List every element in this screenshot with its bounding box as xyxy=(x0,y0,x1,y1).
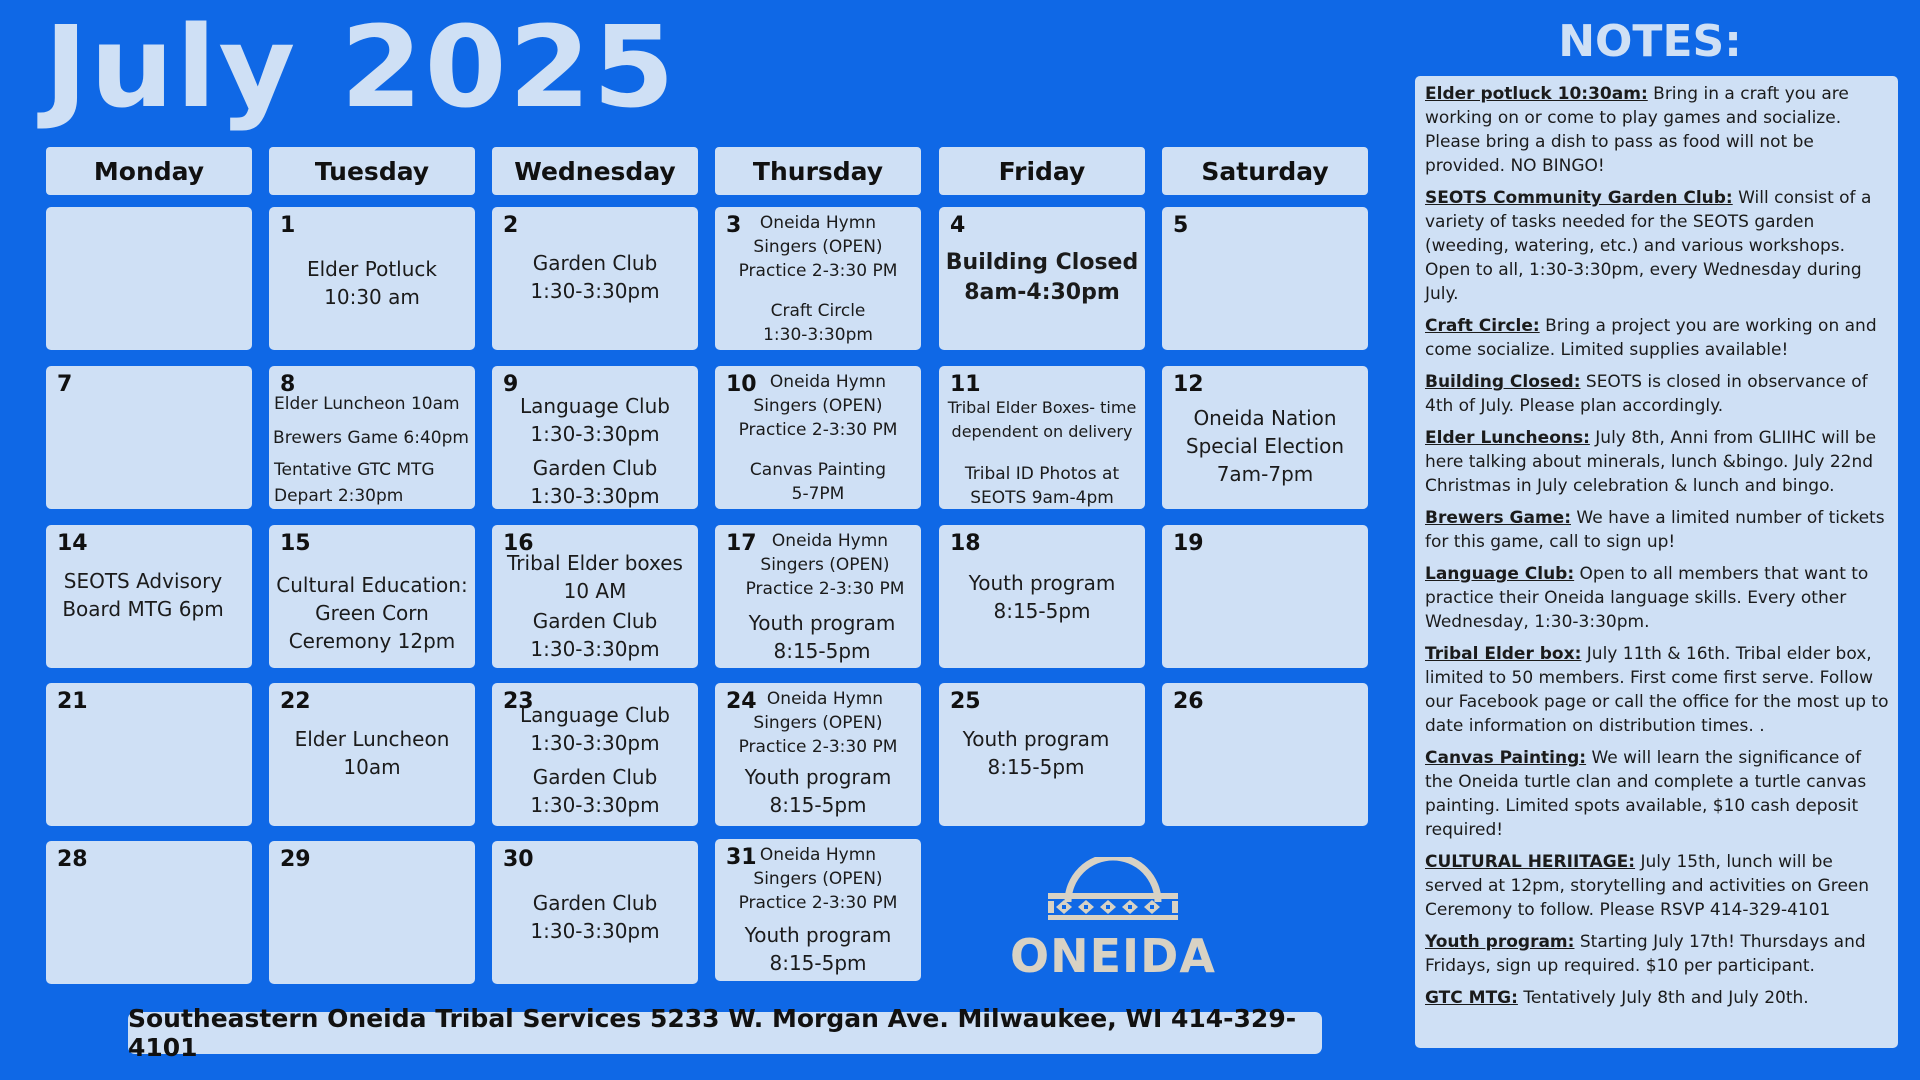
event-line: Elder Luncheon 10am xyxy=(274,394,460,414)
day-number: 5 xyxy=(1173,213,1189,238)
oneida-logo xyxy=(1008,857,1218,982)
logo-wordmark: ONEIDA xyxy=(1010,929,1216,983)
event-line: dependent on delivery xyxy=(951,422,1133,441)
event-line: Brewers Game 6:40pm xyxy=(273,428,469,448)
event-line: Language Club xyxy=(520,394,670,418)
note-label: GTC MTG: xyxy=(1425,988,1518,1008)
event-line: Practice 2-3:30 PM xyxy=(738,737,898,757)
note-label: SEOTS Community Garden Club: xyxy=(1425,188,1733,208)
day-cell-25[interactable] xyxy=(939,683,1145,826)
note-item xyxy=(1425,426,1890,498)
weekday-saturday: Saturday xyxy=(1162,147,1368,195)
day-number: 25 xyxy=(950,689,981,714)
event-line: Singers (OPEN) xyxy=(753,869,883,889)
day-cell-14[interactable] xyxy=(46,525,252,668)
day-number: 26 xyxy=(1173,689,1204,714)
day-cell-16[interactable] xyxy=(492,525,698,668)
weekday-header-row xyxy=(46,147,1368,195)
day-number: 16 xyxy=(503,531,534,556)
note-label: Canvas Painting: xyxy=(1425,748,1587,768)
footer-address-bar: Southeastern Oneida Tribal Services 5233 W. Morgan Ave. Milwaukee, WI 414-329-4101 xyxy=(128,1012,1322,1054)
note-text: Bring in a craft you are working on or come to play games and socialize. Please bring a dish to pass as food will not be provided. NO BINGO! xyxy=(1425,84,1849,176)
day-cell-2[interactable] xyxy=(492,207,698,350)
day-number: 28 xyxy=(57,847,88,872)
note-text: We will learn the significance of the Oneida turtle clan and complete a turtle canvas painting. Limited spots available, $10 cash deposit required! xyxy=(1425,748,1867,840)
event-line: Language Club xyxy=(520,703,670,727)
day-cell-22[interactable] xyxy=(269,683,475,826)
day-cell-18[interactable] xyxy=(939,525,1145,668)
event-line: Practice 2-3:30 PM xyxy=(745,579,905,599)
note-text: Bring a project you are working on and come socialize. Limited supplies available! xyxy=(1425,316,1877,360)
event-line: Garden Club xyxy=(532,891,658,915)
event-line: Board MTG 6pm xyxy=(62,597,224,621)
day-cell-21[interactable] xyxy=(46,683,252,826)
event-line: Youth program xyxy=(748,611,896,635)
note-text: SEOTS is closed in observance of 4th of July. Please plan accordingly. xyxy=(1425,372,1868,416)
day-cell-4[interactable] xyxy=(939,207,1145,350)
note-text: July 15th, lunch will be served at 12pm, storytelling and activities on Green Ceremony to follow. Please RSVP 414-329-4101 xyxy=(1425,852,1870,920)
day-number: 30 xyxy=(503,847,534,872)
note-text: July 11th & 16th. Tribal elder box, limited to 50 members. First come first serve. Follow our Facebook page or call the office for the most up to date information on distribution times. . xyxy=(1425,644,1889,736)
event-line: 8:15-5pm xyxy=(769,951,867,975)
day-number: 29 xyxy=(280,847,311,872)
note-item xyxy=(1425,986,1890,1010)
note-item xyxy=(1425,370,1890,418)
note-text: Tentatively July 8th and July 20th. xyxy=(1517,988,1809,1008)
day-cell-3[interactable] xyxy=(715,207,921,350)
event-line: Tentative GTC MTG xyxy=(274,460,435,480)
note-label: Tribal Elder box: xyxy=(1425,644,1582,664)
event-line: Ceremony 12pm xyxy=(288,629,456,653)
event-line: 10 AM xyxy=(563,579,627,603)
event-line: 1:30-3:30pm xyxy=(530,731,660,755)
weekday-friday: Friday xyxy=(939,147,1145,195)
day-number: 19 xyxy=(1173,531,1204,556)
event-line: 10am xyxy=(343,755,401,779)
event-line: SEOTS 9am-4pm xyxy=(970,488,1114,508)
note-label: Elder Luncheons: xyxy=(1425,428,1590,448)
event-line: Building Closed xyxy=(945,250,1139,275)
event-line: Oneida Hymn xyxy=(759,213,877,233)
event-line: 1:30-3:30pm xyxy=(530,637,660,661)
event-line: Practice 2-3:30 PM xyxy=(738,261,898,281)
note-text: Open to all members that want to practice their Oneida language skills. Every other Wednesday, 1:30-3:30pm. xyxy=(1425,564,1869,632)
event-line: Cultural Education: xyxy=(276,573,468,597)
event-line: Oneida Hymn xyxy=(759,845,877,865)
day-number: 12 xyxy=(1173,372,1204,397)
day-cell-5[interactable] xyxy=(1162,207,1368,350)
note-text: Will consist of a variety of tasks needed for the SEOTS garden (weeding, watering, etc.) and various workshops. Open to all, 1:30-3:30pm, every Wednesday during July. xyxy=(1425,188,1872,304)
day-number: 2 xyxy=(503,213,519,238)
event-line: Oneida Hymn xyxy=(769,372,887,392)
day-cell-15[interactable] xyxy=(269,525,475,668)
event-line: Singers (OPEN) xyxy=(760,555,890,575)
event-line: Elder Luncheon xyxy=(294,727,450,751)
event-line: 10:30 am xyxy=(324,285,420,309)
event-line: Practice 2-3:30 PM xyxy=(738,420,898,440)
note-label: Brewers Game: xyxy=(1425,508,1571,528)
event-line: Canvas Painting xyxy=(749,460,887,480)
event-line: 8:15-5pm xyxy=(769,793,867,817)
day-cell-31[interactable] xyxy=(715,839,921,981)
note-label: Youth program: xyxy=(1425,932,1575,952)
event-line: Singers (OPEN) xyxy=(753,396,883,416)
day-cell-empty xyxy=(46,207,252,350)
event-line: 1:30-3:30pm xyxy=(763,325,873,345)
day-number: 1 xyxy=(280,213,296,238)
day-cell-17[interactable] xyxy=(715,525,921,668)
day-cell-26[interactable] xyxy=(1162,683,1368,826)
day-cell-23[interactable] xyxy=(492,683,698,826)
note-item xyxy=(1425,642,1890,738)
event-line: Garden Club xyxy=(532,765,658,789)
event-line: 1:30-3:30pm xyxy=(530,279,660,303)
event-line: 8am-4:30pm xyxy=(964,280,1120,305)
day-cell-11[interactable] xyxy=(939,366,1145,509)
event-line: Practice 2-3:30 PM xyxy=(738,893,898,913)
note-label: CULTURAL HERIITAGE: xyxy=(1425,852,1636,872)
note-item xyxy=(1425,186,1890,306)
event-line: SEOTS Advisory xyxy=(63,569,223,593)
day-cell-28[interactable] xyxy=(46,841,252,984)
weekday-tuesday: Tuesday xyxy=(269,147,475,195)
note-item xyxy=(1425,314,1890,362)
note-label: Craft Circle: xyxy=(1425,316,1540,336)
day-number: 23 xyxy=(503,689,534,714)
notes-title: NOTES: xyxy=(1558,16,1742,67)
day-cell-1[interactable] xyxy=(269,207,475,350)
event-line: 1:30-3:30pm xyxy=(530,793,660,817)
event-line: Youth program xyxy=(744,923,892,947)
event-line: 1:30-3:30pm xyxy=(530,484,660,508)
note-text: We have a limited number of tickets for this game, call to sign up! xyxy=(1425,508,1885,552)
day-number: 15 xyxy=(280,531,311,556)
event-line: Oneida Nation xyxy=(1193,406,1337,430)
note-label: Building Closed: xyxy=(1425,372,1581,392)
event-line: Craft Circle xyxy=(770,301,866,321)
event-line: Tribal Elder Boxes- time xyxy=(947,398,1137,417)
day-number: 7 xyxy=(57,372,73,397)
event-line: Tribal ID Photos at xyxy=(964,464,1120,484)
event-line: Singers (OPEN) xyxy=(753,237,883,257)
note-item xyxy=(1425,746,1890,842)
day-number: 22 xyxy=(280,689,311,714)
day-number: 18 xyxy=(950,531,981,556)
event-line: 8:15-5pm xyxy=(773,639,871,663)
weekday-thursday: Thursday xyxy=(715,147,921,195)
day-cell-7[interactable] xyxy=(46,366,252,509)
day-number: 24 xyxy=(726,689,757,714)
day-number: 21 xyxy=(57,689,88,714)
weekday-wednesday: Wednesday xyxy=(492,147,698,195)
day-number: 14 xyxy=(57,531,88,556)
note-item xyxy=(1425,930,1890,978)
day-cell-12[interactable] xyxy=(1162,366,1368,509)
day-cell-19[interactable] xyxy=(1162,525,1368,668)
day-number: 3 xyxy=(726,213,742,238)
event-line: Special Election xyxy=(1185,434,1345,458)
event-line: Youth program xyxy=(962,727,1110,751)
event-line: 1:30-3:30pm xyxy=(530,919,660,943)
event-line: Depart 2:30pm xyxy=(274,486,404,506)
day-cell-10[interactable] xyxy=(715,366,921,509)
note-text: July 8th, Anni from GLIIHC will be here talking about minerals, lunch &bingo. July 22nd Christmas in July celebration & lunch and bingo. xyxy=(1425,428,1877,496)
day-number: 31 xyxy=(726,845,757,870)
note-label: Elder potluck 10:30am: xyxy=(1425,84,1648,104)
day-number: 4 xyxy=(950,213,966,238)
note-item xyxy=(1425,82,1890,178)
note-text: Starting July 17th! Thursdays and Fridays, sign up required. $10 per participant. xyxy=(1425,932,1866,976)
event-line: Youth program xyxy=(968,571,1116,595)
day-cell-8[interactable] xyxy=(269,366,475,509)
day-cell-29[interactable] xyxy=(269,841,475,984)
day-cell-30[interactable] xyxy=(492,841,698,984)
event-line: 8:15-5pm xyxy=(993,599,1091,623)
event-line: Tribal Elder boxes xyxy=(507,551,683,575)
calendar-title: July 2025 xyxy=(44,1,677,133)
event-line: 8:15-5pm xyxy=(987,755,1085,779)
event-line: Singers (OPEN) xyxy=(753,713,883,733)
event-line: Elder Potluck xyxy=(306,257,437,281)
notes-panel xyxy=(1415,76,1898,1048)
day-number: 9 xyxy=(503,372,519,397)
event-line: Oneida Hymn xyxy=(771,531,889,551)
day-number: 10 xyxy=(726,372,757,397)
event-line: Garden Club xyxy=(532,251,658,275)
day-cell-9[interactable] xyxy=(492,366,698,509)
day-number: 17 xyxy=(726,531,757,556)
event-line: 7am-7pm xyxy=(1216,462,1314,486)
note-item xyxy=(1425,850,1890,922)
note-item xyxy=(1425,562,1890,634)
event-line: Youth program xyxy=(744,765,892,789)
event-line: 5-7PM xyxy=(791,484,845,504)
note-label: Language Club: xyxy=(1425,564,1575,584)
note-item xyxy=(1425,506,1890,554)
day-number: 8 xyxy=(280,372,296,397)
day-number: 11 xyxy=(950,372,981,397)
weekday-monday: Monday xyxy=(46,147,252,195)
event-line: Green Corn xyxy=(315,601,429,625)
event-line: Garden Club xyxy=(532,609,658,633)
event-line: Garden Club xyxy=(532,456,658,480)
event-line: 1:30-3:30pm xyxy=(530,422,660,446)
day-cell-24[interactable] xyxy=(715,683,921,826)
event-line: Oneida Hymn xyxy=(766,689,884,709)
